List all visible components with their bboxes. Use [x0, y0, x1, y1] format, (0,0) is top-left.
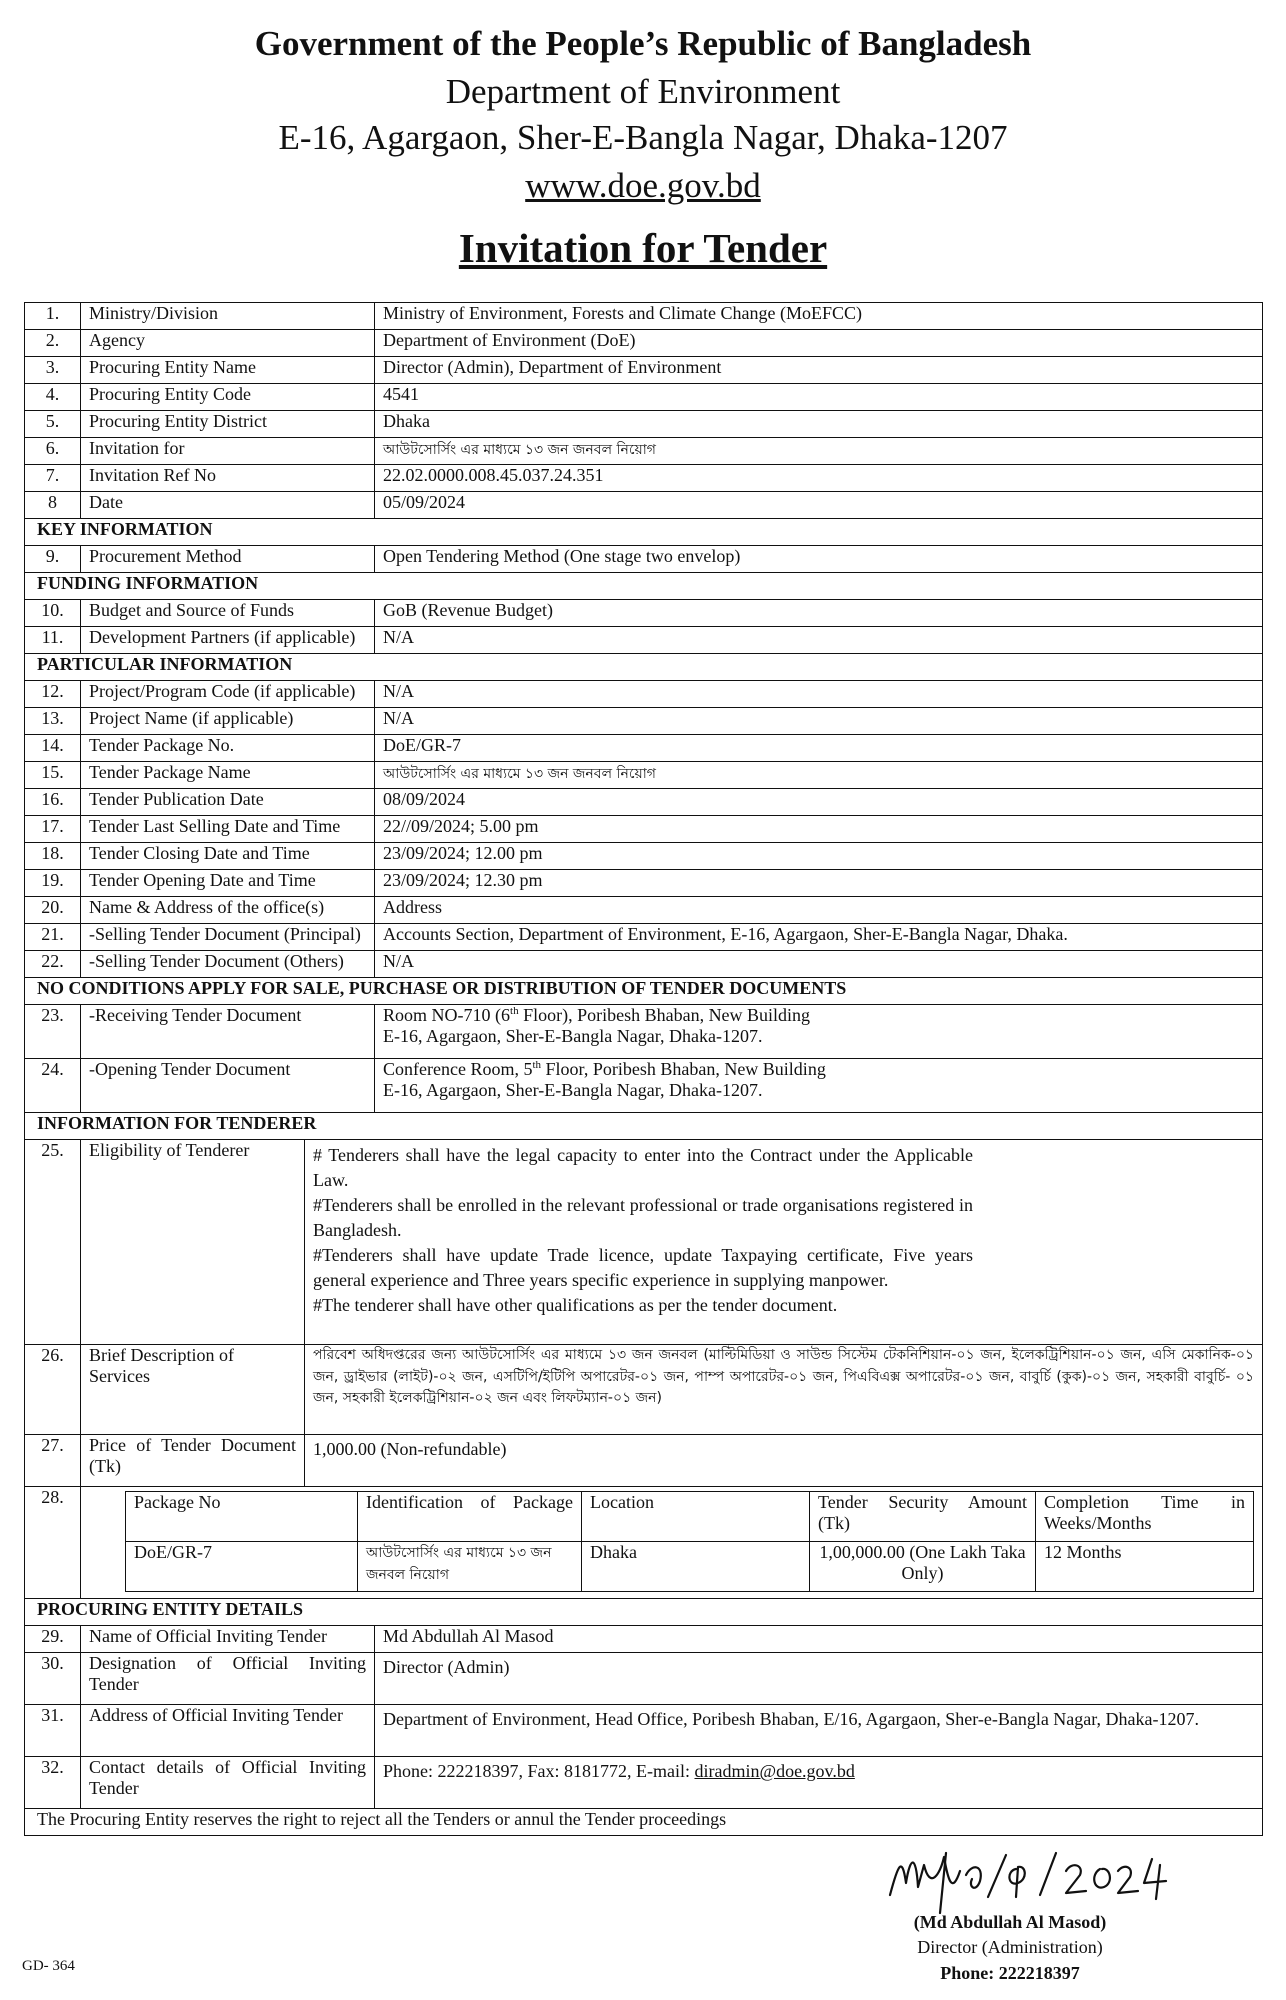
row-label: Tender Publication Date — [81, 789, 375, 816]
table-row — [25, 1705, 1263, 1757]
row-label: Invitation for — [81, 438, 375, 465]
section-row — [25, 519, 1263, 546]
signature-stroke — [1094, 1869, 1110, 1888]
row-label: Procurement Method — [81, 546, 375, 573]
header-security: Tender Security Amount (Tk) — [810, 1492, 1036, 1542]
row-value: N/A — [375, 951, 1263, 978]
address-heading: E-16, Agargaon, Sher-E-Bangla Nagar, Dhaka-1207 — [278, 118, 1008, 157]
table-row — [25, 924, 1263, 951]
value-part: Room NO-710 (6 — [383, 1005, 511, 1025]
row-value: N/A — [375, 681, 1263, 708]
row-value: 1,000.00 (Non-refundable) — [305, 1435, 1263, 1487]
contact-text: Phone: 222218397, Fax: 8181772, E-mail: — [383, 1761, 695, 1781]
table-row — [25, 357, 1263, 384]
table-row — [25, 438, 1263, 465]
table-row — [25, 600, 1263, 627]
row-label: Date — [81, 492, 375, 519]
row-label: Procuring Entity Code — [81, 384, 375, 411]
row-label: Contact details of Official Inviting Tender — [81, 1757, 375, 1809]
section-heading-particular: PARTICULAR INFORMATION — [25, 654, 1263, 681]
footer-note: The Procuring Entity reserves the right to reject all the Tenders or annul the Tender proceedings — [25, 1809, 1263, 1836]
value-sup: th — [510, 1005, 519, 1017]
row-number: 23. — [25, 1005, 81, 1059]
table-row — [25, 411, 1263, 438]
table-row — [25, 843, 1263, 870]
table-row — [25, 1626, 1263, 1653]
website-link[interactable]: www.doe.gov.bd — [525, 166, 761, 205]
section-heading-funding: FUNDING INFORMATION — [25, 573, 1263, 600]
section-row — [25, 978, 1263, 1005]
row-number: 18. — [25, 843, 81, 870]
table-row — [25, 303, 1263, 330]
row-value: 4541 — [375, 384, 1263, 411]
cell-package-no: DoE/GR-7 — [126, 1542, 358, 1592]
signature-stroke — [1040, 1853, 1056, 1895]
table-row — [25, 762, 1263, 789]
header-completion: Completion Time in Weeks/Months — [1036, 1492, 1254, 1542]
table-row — [25, 330, 1263, 357]
row-label: Tender Package No. — [81, 735, 375, 762]
row-number: 3. — [25, 357, 81, 384]
row-number: 31. — [25, 1705, 81, 1757]
row-number: 7. — [25, 465, 81, 492]
row-label: -Receiving Tender Document — [81, 1005, 375, 1059]
cell-security: 1,00,000.00 (One Lakh Taka Only) — [810, 1542, 1036, 1592]
row-value: আউটসোর্সিং এর মাধ্যমে ১৩ জন জনবল নিয়োগ — [375, 438, 1263, 465]
eligibility-point: #Tenderers shall have update Trade licence, update Taxpaying certificate, Five years general experience and Three years specific experience in supplying manpower. — [313, 1245, 973, 1290]
row-number: 9. — [25, 546, 81, 573]
row-label: Name & Address of the office(s) — [81, 897, 375, 924]
row-number: 22. — [25, 951, 81, 978]
row-label: Invitation Ref No — [81, 465, 375, 492]
row-value: Accounts Section, Department of Environment, E-16, Agargaon, Sher-E-Bangla Nagar, Dhaka. — [375, 924, 1263, 951]
row-value: Department of Environment, Head Office, Poribesh Bhaban, E/16, Agargaon, Sher-e-Bangla Nagar, Dhaka-1207. — [375, 1705, 1263, 1757]
row-number: 6. — [25, 438, 81, 465]
section-row — [25, 654, 1263, 681]
row-number: 5. — [25, 411, 81, 438]
row-value: পরিবেশ অধিদপ্তরের জন্য আউটসোর্সিং এর মাধ্যমে ১৩ জন জনবল (মাল্টিমিডিয়া ও সাউন্ড সিস্টেম টেকনিশিয়ান-০১ জন, ইলেকট্রিশিয়ান-০১ জন, এসি মেকানিক-০১ জন, ড্রাইভার (লাইট)-০২ জন, এসটিপি/ইটিপি অপারেটর-০১ জন, পাম্প অপারেটর-০১ জন, পিএবিএক্স অপারেটর-০১ জন, বাবুর্চি (কুক)-০১ জন, সহকারী বাবুর্চি- ০১ জন, সহকারী ইলেকট্রিশিয়ান-০২ জন এবং লিফটম্যান-০১ জন) — [305, 1345, 1263, 1435]
row-number: 14. — [25, 735, 81, 762]
row-label: Tender Opening Date and Time — [81, 870, 375, 897]
row-number: 25. — [25, 1140, 81, 1345]
row-number: 11. — [25, 627, 81, 654]
row-label: Tender Last Selling Date and Time — [81, 816, 375, 843]
row-number: 32. — [25, 1757, 81, 1809]
header-package-no: Package No — [126, 1492, 358, 1542]
value-sup: th — [532, 1059, 542, 1071]
signature-stroke — [1009, 1867, 1024, 1897]
table-row — [25, 1005, 1263, 1059]
row-value: 05/09/2024 — [375, 492, 1263, 519]
row-number: 28. — [25, 1487, 81, 1599]
row-label: Name of Official Inviting Tender — [81, 1626, 375, 1653]
header-identification: Identification of Package — [358, 1492, 582, 1542]
signature-scribble — [890, 1857, 960, 1895]
row-number: 1. — [25, 303, 81, 330]
row-value: 08/09/2024 — [375, 789, 1263, 816]
row-label: Development Partners (if applicable) — [81, 627, 375, 654]
section-heading-procuring: PROCURING ENTITY DETAILS — [25, 1599, 1263, 1626]
row-value: 23/09/2024; 12.00 pm — [375, 843, 1263, 870]
row-label: Ministry/Division — [81, 303, 375, 330]
signature-stroke — [1118, 1867, 1138, 1893]
row-value: Md Abdullah Al Masod — [375, 1626, 1263, 1653]
row-number: 15. — [25, 762, 81, 789]
table-row — [25, 1757, 1263, 1809]
row-label: Brief Description of Services — [81, 1345, 305, 1435]
signature-stroke — [966, 1867, 981, 1887]
row-label: Project Name (if applicable) — [81, 708, 375, 735]
row-value: Open Tendering Method (One stage two envelop) — [375, 546, 1263, 573]
table-row — [25, 897, 1263, 924]
row-label: Agency — [81, 330, 375, 357]
row-value: 22//09/2024; 5.00 pm — [375, 816, 1263, 843]
signature-stroke — [1144, 1859, 1166, 1899]
table-row — [25, 1653, 1263, 1705]
cell-location: Dhaka — [582, 1542, 810, 1592]
table-row — [25, 627, 1263, 654]
row-value: Address — [375, 897, 1263, 924]
row-value: আউটসোর্সিং এর মাধ্যমে ১৩ জন জনবল নিয়োগ — [375, 762, 1263, 789]
value-line: E-16, Agargaon, Sher-E-Bangla Nagar, Dhaka-1207. — [383, 1080, 763, 1101]
eligibility-point: #Tenderers shall be enrolled in the relevant professional or trade organisations registered in Bangladesh. — [313, 1195, 973, 1240]
row-value — [375, 1005, 1263, 1059]
footer-row — [25, 1809, 1263, 1836]
row-number: 29. — [25, 1626, 81, 1653]
department-heading: Department of Environment — [445, 72, 841, 111]
row-value: GoB (Revenue Budget) — [375, 600, 1263, 627]
row-number: 24. — [25, 1059, 81, 1113]
table-row — [25, 816, 1263, 843]
row-label: Eligibility of Tenderer — [81, 1140, 305, 1345]
row-value: Dhaka — [375, 411, 1263, 438]
row-number: 4. — [25, 384, 81, 411]
table-row — [25, 708, 1263, 735]
row-label: Procuring Entity District — [81, 411, 375, 438]
table-row — [25, 1140, 1263, 1345]
row-label: -Opening Tender Document — [81, 1059, 375, 1113]
table-row — [25, 789, 1263, 816]
row-number: 8 — [25, 492, 81, 519]
section-heading-no-conditions: NO CONDITIONS APPLY FOR SALE, PURCHASE OR DISTRIBUTION OF TENDER DOCUMENTS — [25, 978, 1263, 1005]
section-heading-key: KEY INFORMATION — [25, 519, 1263, 546]
table-row — [25, 1487, 1263, 1599]
signatory-phone: Phone: 222218397 — [940, 1963, 1080, 1983]
row-number: 2. — [25, 330, 81, 357]
package-header-row — [126, 1492, 1254, 1542]
section-heading-tenderer: INFORMATION FOR TENDERER — [25, 1113, 1263, 1140]
value-part: Conference Room, 5 — [383, 1059, 533, 1079]
row-label: Price of Tender Document (Tk) — [81, 1435, 305, 1487]
table-row — [25, 951, 1263, 978]
signatory-name: (Md Abdullah Al Masod) — [913, 1912, 1107, 1932]
row-label: Designation of Official Inviting Tender — [81, 1653, 375, 1705]
row-label: Tender Closing Date and Time — [81, 843, 375, 870]
row-number: 12. — [25, 681, 81, 708]
row-value: Department of Environment (DoE) — [375, 330, 1263, 357]
row-value: 23/09/2024; 12.30 pm — [375, 870, 1263, 897]
section-row — [25, 1599, 1263, 1626]
row-label: Project/Program Code (if applicable) — [81, 681, 375, 708]
value-part: Floor, Poribesh Bhaban, New Building — [541, 1059, 826, 1079]
row-number: 27. — [25, 1435, 81, 1487]
row-value — [305, 1140, 1263, 1345]
row-number: 17. — [25, 816, 81, 843]
package-table — [125, 1491, 1254, 1592]
row-label: Procuring Entity Name — [81, 357, 375, 384]
value-part: Floor), Poribesh Bhaban, New Building — [518, 1005, 811, 1025]
row-number: 30. — [25, 1653, 81, 1705]
section-row — [25, 573, 1263, 600]
row-value — [375, 1059, 1263, 1113]
signature-stroke — [1066, 1865, 1086, 1893]
government-heading: Government of the People’s Republic of Bangladesh — [254, 24, 1032, 63]
header-location: Location — [582, 1492, 810, 1542]
table-row — [25, 465, 1263, 492]
row-value: N/A — [375, 627, 1263, 654]
row-number: 10. — [25, 600, 81, 627]
cell-completion: 12 Months — [1036, 1542, 1254, 1592]
document-code: GD- 364 — [22, 1958, 75, 1974]
page-title: Invitation for Tender — [458, 225, 828, 271]
signatory-designation: Director (Administration) — [917, 1937, 1103, 1957]
package-data-row — [126, 1542, 1254, 1592]
row-value: Director (Admin), Department of Environment — [375, 357, 1263, 384]
row-label: -Selling Tender Document (Others) — [81, 951, 375, 978]
section-row — [25, 1113, 1263, 1140]
row-value — [375, 1757, 1263, 1809]
row-value: Ministry of Environment, Forests and Climate Change (MoEFCC) — [375, 303, 1263, 330]
row-label: Tender Package Name — [81, 762, 375, 789]
tender-table — [24, 302, 1263, 1836]
row-number: 16. — [25, 789, 81, 816]
row-number: 20. — [25, 897, 81, 924]
row-number: 21. — [25, 924, 81, 951]
table-row — [25, 681, 1263, 708]
row-label: -Selling Tender Document (Principal) — [81, 924, 375, 951]
row-value: N/A — [375, 708, 1263, 735]
table-row — [25, 492, 1263, 519]
cell-identification: আউটসোর্সিং এর মাধ্যমে ১৩ জন জনবল নিয়োগ — [358, 1542, 582, 1592]
row-number: 13. — [25, 708, 81, 735]
table-row — [25, 546, 1263, 573]
table-row — [25, 870, 1263, 897]
table-row — [25, 1435, 1263, 1487]
value-line: E-16, Agargaon, Sher-E-Bangla Nagar, Dhaka-1207. — [383, 1026, 763, 1047]
table-row — [25, 384, 1263, 411]
row-label: Budget and Source of Funds — [81, 600, 375, 627]
eligibility-point: #The tenderer shall have other qualifications as per the tender document. — [313, 1295, 838, 1315]
eligibility-point: # Tenderers shall have the legal capacity to enter into the Contract under the Applicable Law. — [313, 1145, 973, 1190]
row-label: Address of Official Inviting Tender — [81, 1705, 375, 1757]
table-row — [25, 1059, 1263, 1113]
signature-stroke — [988, 1855, 1006, 1897]
row-number: 26. — [25, 1345, 81, 1435]
table-row — [25, 1345, 1263, 1435]
table-row — [25, 735, 1263, 762]
package-cell — [81, 1487, 1263, 1599]
email-link[interactable]: diradmin@doe.gov.bd — [694, 1761, 855, 1781]
row-number: 19. — [25, 870, 81, 897]
row-value: Director (Admin) — [375, 1653, 1263, 1705]
row-value: 22.02.0000.008.45.037.24.351 — [375, 465, 1263, 492]
row-value: DoE/GR-7 — [375, 735, 1263, 762]
